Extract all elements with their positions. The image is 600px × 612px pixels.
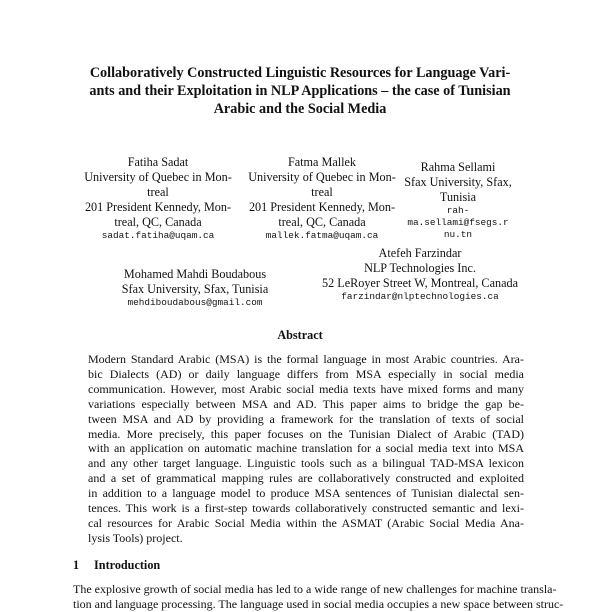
intro-paragraph	[73, 582, 564, 612]
author-email[interactable]: rah-	[446, 205, 470, 216]
paper-title	[60, 64, 540, 118]
author-block-farzindar	[306, 246, 534, 303]
author-block-boudabous	[100, 267, 290, 309]
abstract-line: with an application on automatic machine translation for a social media text into MSA	[88, 441, 524, 456]
author-affiliation: treal	[147, 185, 169, 199]
author-name: Fatiha Sadat	[127, 155, 189, 169]
section-number: 1	[73, 558, 80, 572]
abstract-line: and any other target language. Linguistic tools such as a bilingual TAD-MSA lexicon	[88, 456, 524, 471]
abstract-line: media. More precisely, this paper focuses on the Tunisian Dialect of Arabic (TAD)	[88, 426, 524, 441]
author-name: Rahma Sellami	[420, 160, 496, 174]
author-email[interactable]: nu.tn	[443, 229, 473, 240]
abstract-line: tences. This work is a first-step towards collaboratively constructed semantic and lexi-	[88, 501, 524, 516]
author-address: 52 LeRoyer Street W, Montreal, Canada	[322, 276, 518, 290]
author-address: treal, QC, Canada	[114, 215, 202, 229]
author-address: 201 President Kennedy, Mon-	[248, 200, 396, 214]
author-email[interactable]: mallek.fatma@uqam.ca	[265, 230, 379, 241]
abstract-line: variations especially between MSA and AD. This paper aims to bridge the gap be-	[88, 396, 524, 411]
section-title: Introduction	[94, 558, 161, 572]
abstract-line: and a set of grammatical mapping rules are collaboratively constructed and exploited	[88, 471, 524, 486]
author-email[interactable]: sadat.fatiha@uqam.ca	[101, 230, 215, 241]
author-affiliation: Tunisia	[439, 190, 477, 204]
abstract-body	[88, 352, 524, 546]
author-name: Mohamed Mahdi Boudabous	[123, 267, 267, 281]
author-block-sadat	[74, 155, 242, 242]
abstract-line: tween MSA and AD by providing a framework for the translation of texts of social	[88, 411, 524, 426]
author-block-mallek	[238, 155, 406, 242]
author-name: Fatma Mallek	[287, 155, 357, 169]
author-address: 201 President Kennedy, Mon-	[84, 200, 232, 214]
author-email[interactable]: ma.sellami@fsegs.r	[407, 217, 509, 228]
author-affiliation: University of Quebec in Mon-	[84, 170, 232, 184]
author-affiliation: University of Quebec in Mon-	[248, 170, 396, 184]
author-affiliation: Sfax University, Sfax,	[404, 175, 512, 189]
abstract-line: communication. However, most Arabic social media texts have mixed forms and many	[88, 381, 524, 396]
title-line: Arabic and the Social Media	[213, 101, 387, 117]
author-email[interactable]: farzindar@nlptechnologies.ca	[341, 291, 499, 302]
abstract-heading: Abstract	[277, 328, 323, 342]
title-line: ants and their Exploitation in NLP Applications – the case of Tunisian	[89, 83, 511, 99]
author-email[interactable]: mehdiboudabous@gmail.com	[127, 297, 263, 308]
abstract-line: bic Dialects (AD) or daily language differs from MSA especially in social media	[88, 366, 524, 381]
author-affiliation: NLP Technologies Inc.	[364, 261, 476, 275]
intro-line: The explosive growth of social media has led to a wide range of new challenges for machine transla-	[73, 582, 557, 596]
author-block-sellami	[396, 160, 520, 241]
intro-line: tion and language processing. The language used in social media occupies a new space between struc-	[73, 596, 564, 611]
title-line: Collaboratively Constructed Linguistic Resources for Language Vari-	[89, 65, 511, 81]
author-affiliation: treal	[311, 185, 333, 199]
author-name: Atefeh Farzindar	[378, 246, 462, 260]
abstract-line: lysis Tools) project.	[88, 530, 183, 545]
author-address: treal, QC, Canada	[278, 215, 366, 229]
abstract-line: Modern Standard Arabic (MSA) is the formal language in most Arabic countries. Ara-	[88, 352, 524, 366]
section-heading	[73, 558, 160, 573]
abstract-line: in addition to a language model to produce MSA sentences of Tunisian dialectal sen-	[88, 486, 524, 501]
abstract-line: cal resources for Arabic Social Media within the ASMAT (Arabic Social Media Ana-	[88, 515, 524, 530]
author-affiliation: Sfax University, Sfax, Tunisia	[121, 282, 269, 296]
